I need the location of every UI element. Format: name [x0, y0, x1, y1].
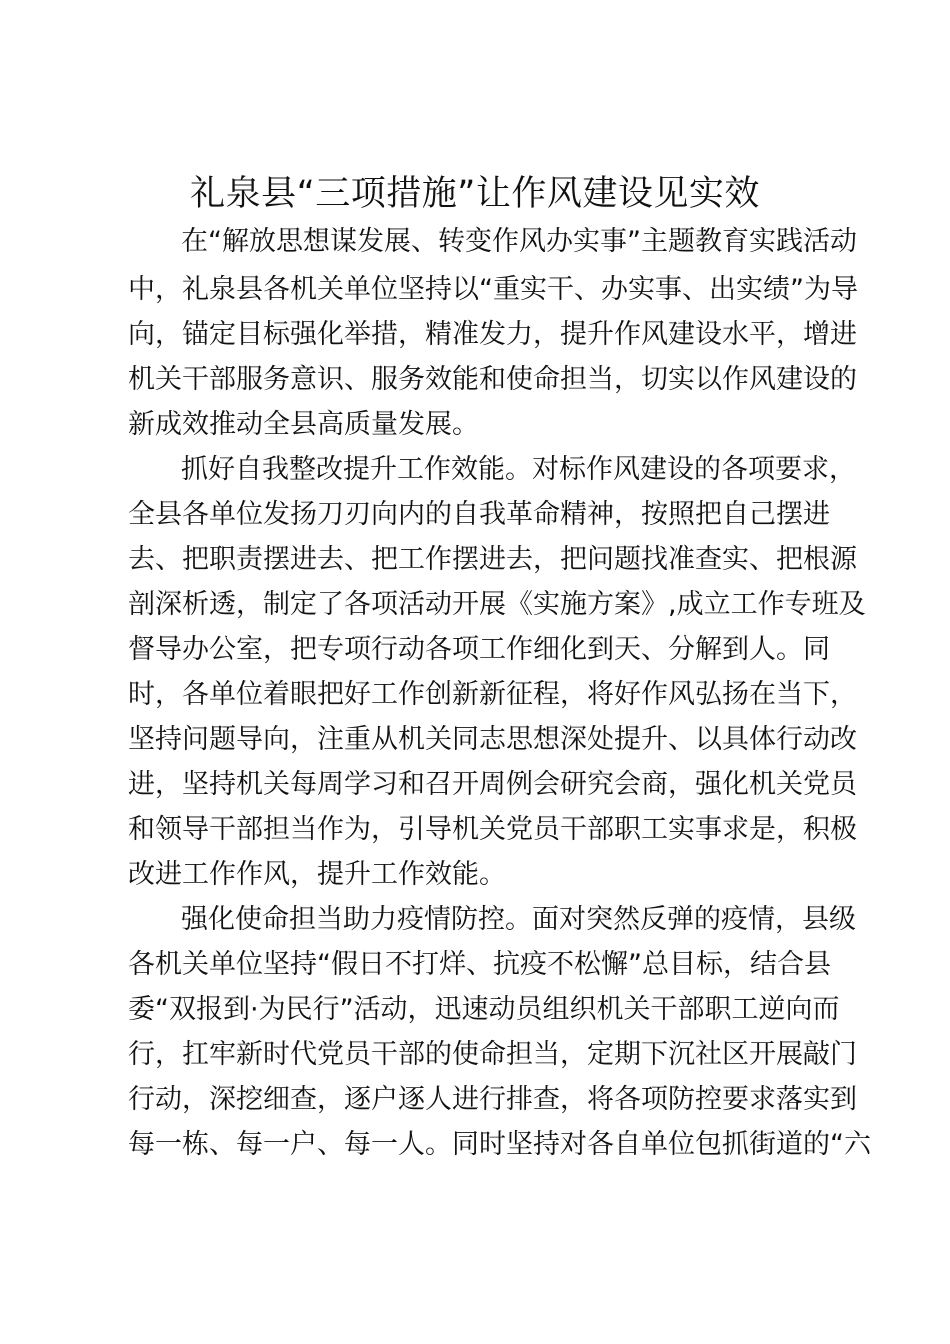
paragraph-3-line-6: 每一栋、每一户、每一人。同时坚持对各自单位包抓街道的“六 — [128, 1129, 871, 1160]
paragraph-2-line-8: 进，坚持机关每周学习和召开周例会研究会商，强化机关党员 — [128, 769, 857, 800]
paragraph-1-line-2: 中，礼泉县各机关单位坚持以“重实干、办实事、出实绩”为导 — [128, 274, 858, 305]
paragraph-1-line-4: 机关干部服务意识、服务效能和使命担当，切实以作风建设的 — [128, 364, 857, 395]
document-title: 礼泉县“三项措施”让作风建设见实效 — [190, 174, 760, 214]
paragraph-2-line-10: 改进工作作风，提升工作效能。 — [128, 859, 506, 890]
paragraph-1-line-5: 新成效推动全县高质量发展。 — [128, 409, 479, 440]
paragraph-1-line-3: 向，锚定目标强化举措，精准发力，提升作风建设水平，增进 — [128, 319, 857, 350]
paragraph-1-line-1: 在“解放思想谋发展、转变作风办实事”主题教育实践活动 — [181, 226, 857, 257]
paragraph-2-line-9: 和领导干部担当作为，引导机关党员干部职工实事求是，积极 — [128, 814, 857, 845]
paragraph-2-line-6: 时，各单位着眼把好工作创新新征程，将好作风弘扬在当下， — [128, 679, 857, 710]
paragraph-3-line-3: 委“双报到·为民行”活动，迅速动员组织机关干部职工逆向而 — [128, 994, 840, 1025]
paragraph-2-line-2: 全县各单位发扬刀刃向内的自我革命精神，按照把自己摆进 — [128, 499, 830, 530]
paragraph-3-line-2: 各机关单位坚持“假日不打烊、抗疫不松懈”总目标，结合县 — [128, 949, 831, 980]
paragraph-3-line-5: 行动，深挖细查，逐户逐人进行排查，将各项防控要求落实到 — [128, 1084, 857, 1115]
paragraph-2-line-7: 坚持问题导向，注重从机关同志思想深处提升、以具体行动改 — [128, 724, 857, 755]
paragraph-2-line-3: 去、把职责摆进去、把工作摆进去，把问题找准查实、把根源 — [128, 544, 857, 575]
paragraph-2-line-4: 剖深析透，制定了各项活动开展《实施方案》,成立工作专班及 — [128, 589, 866, 620]
paragraph-3-line-1: 强化使命担当助力疫情防控。面对突然反弹的疫情，县级 — [181, 904, 856, 935]
paragraph-2-line-5: 督导办公室，把专项行动各项工作细化到天、分解到人。同 — [128, 634, 830, 665]
paragraph-3-line-4: 行，扛牢新时代党员干部的使命担当，定期下沉社区开展敲门 — [128, 1039, 857, 1070]
paragraph-2-line-1: 抓好自我整改提升工作效能。对标作风建设的各项要求， — [181, 454, 856, 485]
